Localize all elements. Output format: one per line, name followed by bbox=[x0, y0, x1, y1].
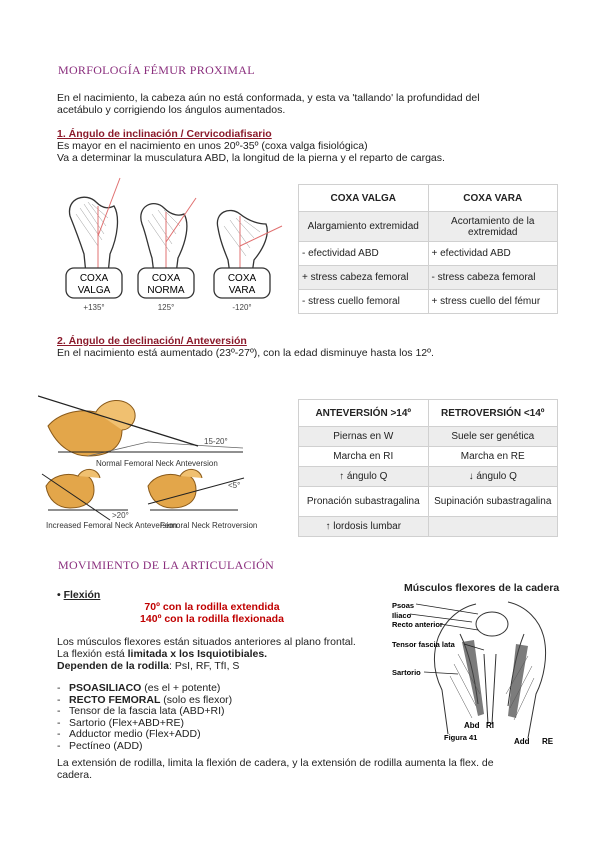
femur-valga bbox=[69, 197, 117, 274]
flexor-list bbox=[57, 683, 357, 752]
list-item-text: Sartorio (Flex+ABD+RE) bbox=[69, 716, 184, 729]
coxa-angle-figure bbox=[58, 176, 283, 316]
coxa-header-valga: COXA VALGA bbox=[299, 185, 429, 212]
anteversion-cell: Supinación subastragalina bbox=[428, 487, 558, 517]
label-psoas: Psoas bbox=[392, 601, 415, 610]
coxa-header-vara: COXA VARA bbox=[428, 185, 558, 212]
anteversion-cell: Suele ser genética bbox=[428, 427, 558, 447]
label-ri: RI bbox=[486, 721, 494, 730]
anteversion-table bbox=[298, 399, 558, 537]
intro-line-1: En el nacimiento, la cabeza aún no está conformada, y esta va 'tallando' la profundidad del bbox=[57, 92, 480, 104]
coxa-cell: + stress cabeza femoral bbox=[299, 266, 429, 290]
bullet-dot: • bbox=[57, 589, 64, 601]
coxa-cell: Alargamiento extremidad bbox=[299, 212, 429, 242]
movement-p3 bbox=[57, 660, 239, 672]
section2-heading: 2. Ángulo de declinación/ Anteversión bbox=[57, 335, 247, 347]
list-item-text: Tensor de la fascia lata (ABD+RI) bbox=[69, 705, 225, 717]
figure-caption: Figura 41 bbox=[444, 733, 478, 742]
anteversion-angle-br: <5° bbox=[228, 481, 241, 490]
intro-line-2: acetábulo y corrigiendo los ángulos aumentados. bbox=[57, 104, 286, 116]
coxa-cell: - efectividad ABD bbox=[299, 242, 429, 266]
coxa-cell: Acortamiento de la extremidad bbox=[428, 212, 558, 242]
label-add: Add bbox=[514, 737, 530, 746]
anteversion-figure bbox=[38, 386, 270, 532]
flexion-bullet bbox=[57, 589, 100, 601]
coxa-cell: - stress cabeza femoral bbox=[428, 266, 558, 290]
anteversion-header: ANTEVERSIÓN >14º bbox=[299, 400, 429, 427]
valga-label-sub: VALGA bbox=[77, 285, 111, 296]
section2-line: En el nacimiento está aumentado (23º-27º), con la edad disminuye hasta los 12º. bbox=[57, 347, 434, 359]
label-re: RE bbox=[542, 737, 554, 746]
anteversion-angle-top: 15-20° bbox=[204, 437, 228, 446]
closing-line-1: La extensión de rodilla, limita la flexión de cadera, y la extensión de rodilla aumenta la flex. de bbox=[57, 757, 494, 769]
label-recto-anterior: Recto anterior bbox=[392, 620, 443, 629]
label-sartorio: Sartorio bbox=[392, 668, 421, 677]
flexor-muscles-figure bbox=[388, 594, 564, 750]
movement-p2-pre: La flexión está bbox=[57, 648, 128, 660]
coxa-table bbox=[298, 184, 558, 314]
valga-label-name: COXA bbox=[79, 273, 109, 284]
list-item-text: Adductor medio (Flex+ADD) bbox=[69, 728, 201, 740]
list-item-bold: RECTO FEMORAL bbox=[69, 693, 161, 706]
section1-heading: 1. Ángulo de inclinación / Cervicodiafisario bbox=[57, 128, 272, 140]
coxa-cell: + efectividad ABD bbox=[428, 242, 558, 266]
anteversion-caption-top: Normal Femoral Neck Anteversion bbox=[96, 459, 218, 468]
movement-title: MOVIMIENTO DE LA ARTICULACIÓN bbox=[58, 558, 275, 572]
vara-label-name: COXA bbox=[227, 273, 257, 284]
movement-p3-bold: Dependen de la rodilla bbox=[57, 660, 170, 672]
femur-norma bbox=[141, 204, 187, 274]
norma-angle: 125° bbox=[157, 303, 175, 312]
list-item bbox=[57, 741, 357, 753]
vara-label-sub: VARA bbox=[228, 285, 256, 296]
flexor-figure-title: Músculos flexores de la cadera bbox=[404, 582, 560, 594]
anteversion-cell: Piernas en W bbox=[299, 427, 429, 447]
anteversion-cell: ↑ lordosis lumbar bbox=[299, 517, 429, 537]
flexion-red-1: 70º con la rodilla extendida bbox=[144, 601, 280, 613]
coxa-cell: + stress cuello del fémur bbox=[428, 290, 558, 314]
movement-p2 bbox=[57, 648, 267, 660]
anteversion-cell: Marcha en RI bbox=[299, 447, 429, 467]
anteversion-caption-bl: Increased Femoral Neck Anteversion bbox=[46, 521, 178, 530]
anteversion-cell: ↑ ángulo Q bbox=[299, 467, 429, 487]
anteversion-top bbox=[38, 396, 243, 468]
norma-label-sub: NORMA bbox=[147, 285, 185, 296]
vara-angle: -120° bbox=[232, 303, 252, 312]
femur-vara bbox=[217, 210, 267, 274]
coxa-cell: - stress cuello femoral bbox=[299, 290, 429, 314]
flexion-label: Flexión bbox=[63, 589, 101, 601]
anteversion-cell: ↓ ángulo Q bbox=[428, 467, 558, 487]
anteversion-caption-br: Femoral Neck Retroversion bbox=[160, 521, 258, 530]
norma-label-name: COXA bbox=[151, 273, 181, 284]
closing-line-2: cadera. bbox=[57, 769, 93, 781]
anteversion-cell: Pronación subastragalina bbox=[299, 487, 429, 517]
list-item-text: (es el + potente) bbox=[141, 682, 221, 694]
section1-line-2: Va a determinar la musculatura ABD, la longitud de la pierna y el reparto de cargas. bbox=[57, 152, 445, 164]
anteversion-angle-bl: >20° bbox=[112, 511, 129, 520]
label-abd: Abd bbox=[464, 721, 480, 730]
movement-p3-rest: : PsI, RF, TfI, S bbox=[169, 660, 240, 672]
anteversion-bottom-right bbox=[148, 469, 257, 530]
list-item-text: Pectíneo (ADD) bbox=[69, 739, 143, 752]
anteversion-cell: Marcha en RE bbox=[428, 447, 558, 467]
label-iliaco: Iliaco bbox=[392, 611, 412, 620]
retroversion-header: RETROVERSIÓN <14º bbox=[428, 400, 558, 427]
page-title: MORFOLOGÍA FÉMUR PROXIMAL bbox=[58, 63, 255, 77]
list-item-bold: PSOASILIACO bbox=[69, 682, 142, 694]
label-tensor-fascia-lata: Tensor fascia lata bbox=[392, 640, 455, 649]
movement-p2-bold: limitada x los Isquiotibiales. bbox=[127, 648, 268, 660]
anteversion-cell bbox=[428, 517, 558, 537]
valga-angle: +135° bbox=[83, 303, 105, 312]
section1-line-1: Es mayor en el nacimiento en unos 20º-35º (coxa valga fisiológica) bbox=[57, 140, 368, 152]
flexion-red-2: 140º con la rodilla flexionada bbox=[140, 613, 284, 625]
movement-p1: Los músculos flexores están situados anteriores al plano frontal. bbox=[57, 636, 356, 648]
list-item-text: (solo es flexor) bbox=[160, 693, 233, 706]
